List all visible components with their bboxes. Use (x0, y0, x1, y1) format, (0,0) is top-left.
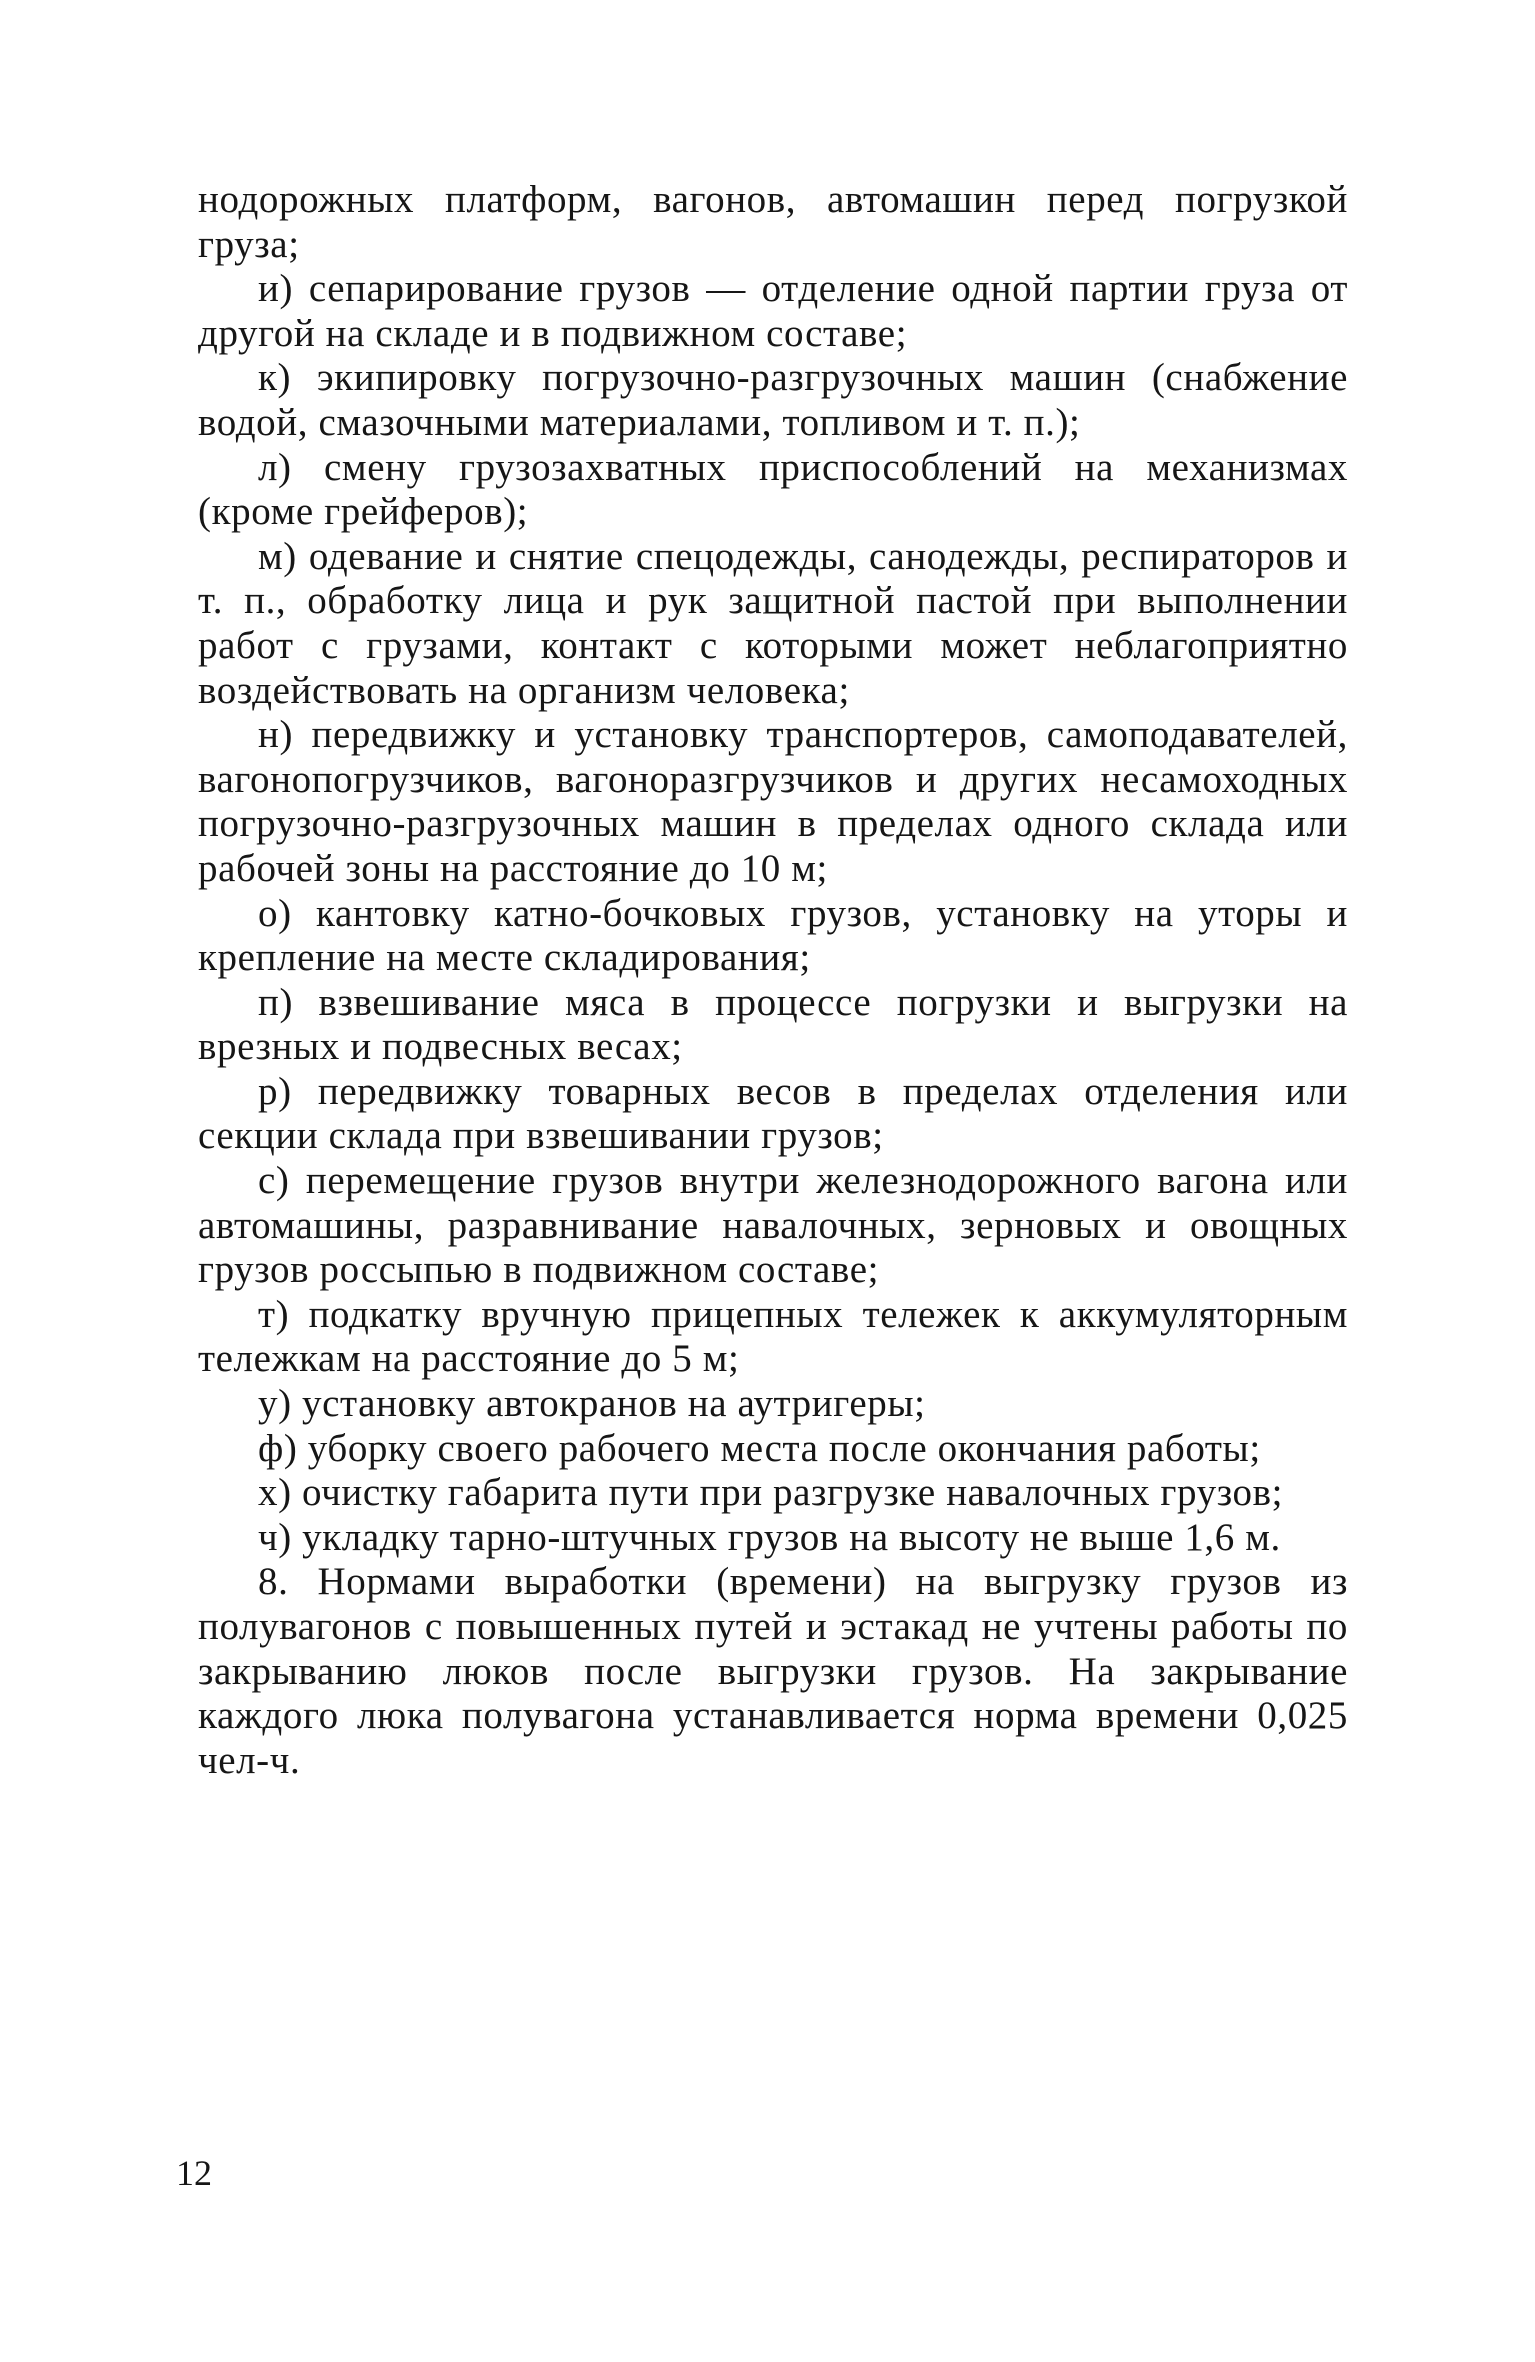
list-item-l: л) смену грузозахватных приспособлений на механизмах (кроме грейферов); (198, 445, 1348, 534)
body-text (198, 178, 1348, 1783)
list-item-f: ф) уборку своего рабочего места после окончания работы; (258, 1426, 1261, 1470)
list-item-s: с) перемещение грузов внутри железнодорожного вагона или автомашины, разравнивание навалочных, зерновых и овощных грузов россыпью в подвижном составе; (198, 1159, 1348, 1292)
list-item-i: и) сепарирование грузов — отделение одной партии груза от другой на складе и в подвижном составе; (198, 267, 1348, 355)
list-item-r: р) передвижку товарных весов в пределах отделения или секции склада при взвешивании грузов; (198, 1069, 1348, 1158)
list-item-m: м) одевание и снятие спецодежды, санодежды, респираторов и т. п., обработку лица и рук защитной пастой при выполнении работ с грузами, контакт с которыми может неблагоприятно воздействовать на организм человека; (198, 534, 1348, 712)
list-item-ch: ч) укладку тарно-штучных грузов на высоту не выше 1,6 м. (258, 1515, 1281, 1559)
list-item-p: п) взвешивание мяса в процессе погрузки и выгрузки на врезных и подвесных весах; (198, 980, 1348, 1069)
list-item-t: т) подкатку вручную прицепных тележек к аккумуляторным тележкам на расстояние до 5 м; (198, 1292, 1348, 1381)
list-item-n: н) передвижку и установку транспортеров, самоподавателей, вагонопогрузчиков, вагоноразгрузчиков и других несамоходных погрузочно-разгрузочных машин в пределах одного склада или рабочей зоны на расстояние до 10 м; (198, 713, 1348, 890)
page-number: 12 (176, 2153, 212, 2193)
list-item-u: у) установку автокранов на аутригеры; (258, 1382, 926, 1426)
paragraph-continuation: нодорожных платформ, вагонов, автомашин перед погрузкой груза; (198, 178, 1348, 266)
list-item-k: к) экипировку погрузочно-разгрузочных машин (снабжение водой, смазочными материалами, топливом и т. п.); (198, 356, 1348, 444)
paragraph-8: 8. Нормами выработки (времени) на выгрузку грузов из полувагонов с повышенных путей и эстакад не учтены работы по закрыванию люков после выгрузки грузов. На закрывание каждого люка полувагона устанавливается норма времени 0,025 чел-ч. (198, 1560, 1348, 1782)
list-item-kh: х) очистку габарита пути при разгрузке навалочных грузов; (258, 1471, 1284, 1515)
list-item-o: о) кантовку катно-бочковых грузов, установку на уторы и крепление на месте складирования; (198, 891, 1348, 980)
